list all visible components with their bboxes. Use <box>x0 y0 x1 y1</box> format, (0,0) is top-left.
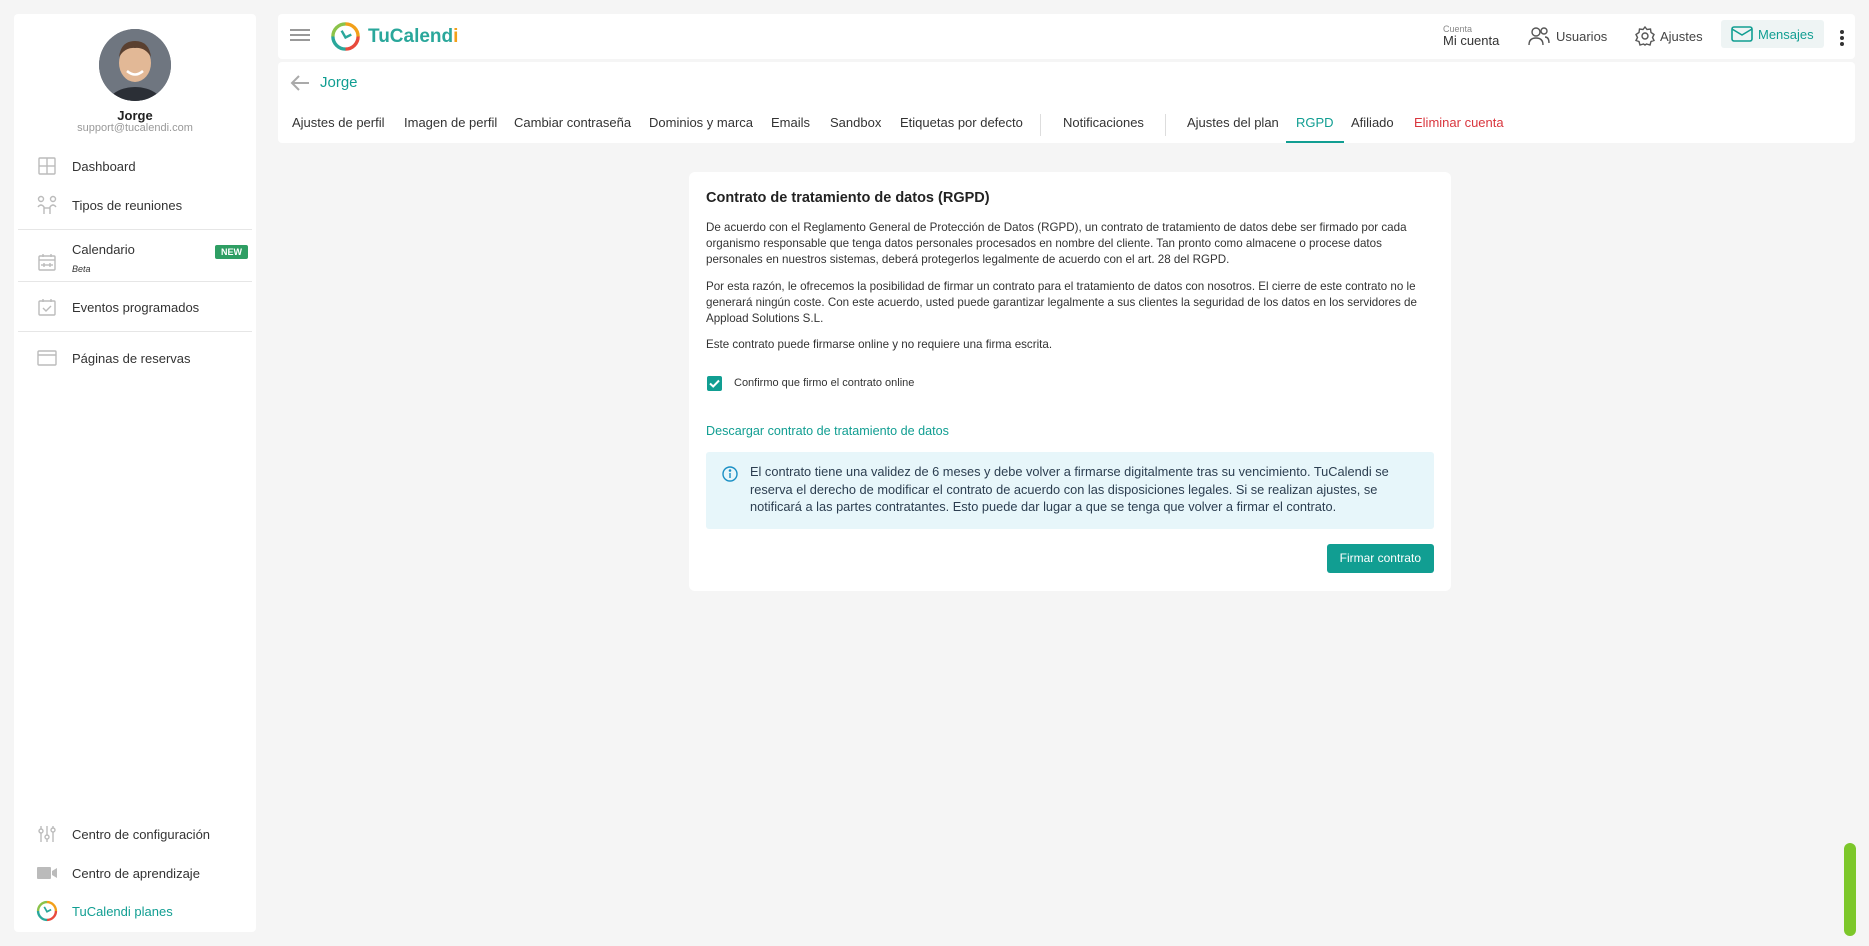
sidebar-item-config-center[interactable] <box>14 815 256 853</box>
tab-domains-brand[interactable]: Dominios y marca <box>649 115 754 130</box>
sign-contract-button[interactable]: Firmar contrato <box>1327 544 1434 573</box>
account-label: Mi cuenta <box>1443 33 1500 48</box>
sidebar-item-label: Centro de aprendizaje <box>72 865 200 881</box>
tab-emails[interactable]: Emails <box>771 115 811 130</box>
sidebar-item-label: Calendario <box>72 242 135 257</box>
tab-plan-settings[interactable]: Ajustes del plan <box>1187 115 1279 130</box>
user-email: support@tucalendi.com <box>77 122 193 134</box>
sidebar-item-dashboard[interactable] <box>14 147 256 185</box>
sidebar-item-scheduled-events[interactable] <box>14 288 256 326</box>
tucalendi-logo-icon[interactable] <box>330 21 361 52</box>
tab-sandbox[interactable]: Sandbox <box>830 115 882 130</box>
envelope-icon <box>1731 26 1753 42</box>
sidebar-item-label: Páginas de reservas <box>72 350 191 366</box>
tab-default-labels[interactable]: Etiquetas por defecto <box>900 115 1023 130</box>
sidebar <box>14 14 256 932</box>
back-button[interactable] <box>290 74 358 91</box>
tab-bar <box>278 106 1855 143</box>
new-badge: NEW <box>215 245 248 259</box>
tab-divider <box>1165 114 1166 136</box>
tab-rgpd[interactable]: RGPD <box>1286 106 1344 143</box>
sidebar-item-meeting-types[interactable] <box>14 186 256 224</box>
gear-icon <box>1635 26 1655 46</box>
sidebar-item-booking-pages[interactable] <box>14 339 256 377</box>
tab-profile-settings[interactable]: Ajustes de perfil <box>292 115 385 130</box>
card-paragraph-1: De acuerdo con el Reglamento General de Protección de Datos (RGPD), un contrato de tratamiento de datos debe ser firmado por cada organismo responsable que tenga datos personales procesados en nombre del cliente. Tan pronto como almacene o procese datos personales en nuestros sistemas, deberá protegerlos legalmente de acuerdo con el art. 28 del RGPD. <box>706 221 1407 266</box>
settings-link[interactable] <box>1635 26 1703 46</box>
card-paragraph-2: Por esta razón, le ofrecemos la posibilidad de firmar un contrato para el tratamiento de datos con nosotros. El cierre de este contrato no le generará ningún coste. Con este acuerdo, usted puede garantizar legalmente a sus clientes la seguridad de los datos en los servidores de Appload Solutions S.L. <box>706 280 1417 325</box>
hamburger-menu-icon[interactable] <box>290 26 310 46</box>
sidebar-item-label: Tipos de reuniones <box>72 197 183 213</box>
download-contract-link[interactable]: Descargar contrato de tratamiento de datos <box>706 424 949 438</box>
calendar-icon <box>36 251 58 273</box>
floating-widget-handle[interactable] <box>1844 843 1856 936</box>
tab-delete-account[interactable]: Eliminar cuenta <box>1414 115 1504 130</box>
avatar[interactable] <box>99 29 171 101</box>
card-paragraph-3: Este contrato puede firmarse online y no requiere una firma escrita. <box>706 338 1053 351</box>
users-icon <box>1527 26 1551 46</box>
account-menu[interactable] <box>1443 24 1499 48</box>
beta-label: Beta <box>72 264 91 274</box>
sidebar-item-learning-center[interactable] <box>14 854 256 892</box>
tucalendi-logo-icon <box>36 900 58 922</box>
sidebar-item-label: TuCalendi planes <box>72 903 173 919</box>
browser-window-icon <box>36 347 58 369</box>
user-name: Jorge <box>117 108 153 123</box>
arrow-left-icon <box>290 75 310 91</box>
tab-divider <box>1040 114 1041 136</box>
tab-notifications[interactable]: Notificaciones <box>1063 115 1144 130</box>
sidebar-divider <box>18 331 252 332</box>
settings-label: Ajustes <box>1660 28 1703 44</box>
sidebar-item-label: Eventos programados <box>72 299 200 315</box>
info-alert <box>706 452 1434 529</box>
confirm-sign-label[interactable]: Confirmo que firmo el contrato online <box>734 377 915 389</box>
tab-profile-image[interactable]: Imagen de perfil <box>404 115 498 130</box>
dashboard-icon <box>36 155 58 177</box>
messages-label: Mensajes <box>1758 26 1814 42</box>
tab-affiliate[interactable]: Afiliado <box>1351 115 1394 130</box>
users-link[interactable] <box>1527 26 1607 46</box>
back-label: Jorge <box>320 74 358 91</box>
account-caption: Cuenta <box>1443 24 1473 34</box>
meeting-types-icon <box>36 194 58 216</box>
check-icon <box>707 376 722 391</box>
users-label: Usuarios <box>1556 28 1608 44</box>
more-options-icon[interactable] <box>1839 28 1845 48</box>
messages-link[interactable] <box>1721 20 1824 48</box>
sidebar-divider <box>18 281 252 282</box>
sidebar-item-calendar[interactable] <box>14 238 256 282</box>
sidebar-item-label: Centro de configuración <box>72 826 211 842</box>
sliders-icon <box>36 823 58 845</box>
settings-nav <box>278 62 1855 143</box>
calendar-check-icon <box>36 296 58 318</box>
video-icon <box>36 862 58 884</box>
info-icon <box>722 466 738 482</box>
sidebar-item-label: Dashboard <box>72 158 136 174</box>
rgpd-contract-card <box>689 172 1451 591</box>
sidebar-item-plans[interactable] <box>14 892 256 930</box>
tab-change-password[interactable]: Cambiar contraseña <box>514 115 632 130</box>
confirm-sign-checkbox[interactable] <box>707 376 722 391</box>
info-text: El contrato tiene una validez de 6 meses y debe volver a firmarse digitalmente tras su vencimiento. TuCalendi se reserva el derecho de modificar el contrato de acuerdo con las disposiciones legales. Si se realizan ajustes, se notificará a las partes contratantes. Esto puede dar lugar a que se tenga que volver a firmar el contrato. <box>750 464 1389 515</box>
brand-name: TuCalendi <box>368 26 459 47</box>
top-bar <box>278 14 1855 59</box>
sidebar-divider <box>18 229 252 230</box>
card-title: Contrato de tratamiento de datos (RGPD) <box>706 190 990 206</box>
